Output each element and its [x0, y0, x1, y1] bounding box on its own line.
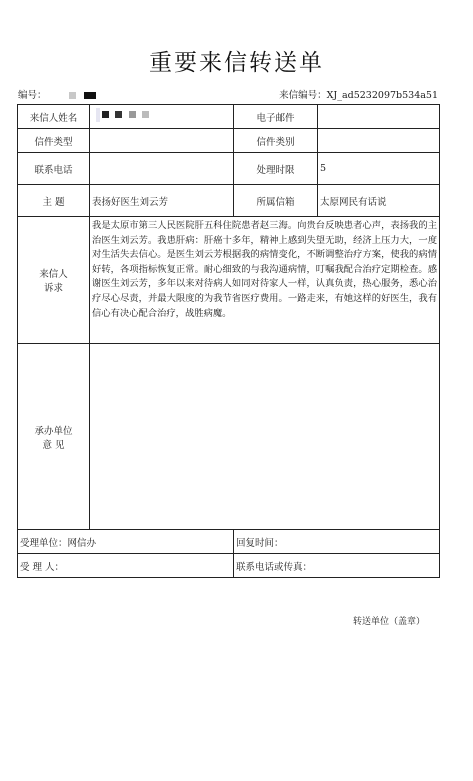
- email-value: [318, 105, 440, 129]
- reply-time: 回复时间：: [234, 530, 440, 554]
- redaction-mark: [69, 92, 76, 99]
- row-receiver-unit: [18, 530, 440, 554]
- sender-name-value: [90, 105, 234, 129]
- deadline-value: 5: [318, 153, 440, 185]
- letter-number-value: XJ_ad5232097b534a51: [326, 90, 438, 101]
- letter-form-table: [17, 104, 440, 578]
- row-sender: [18, 105, 440, 129]
- redaction-mark: [115, 111, 122, 118]
- plea-label: [18, 217, 90, 344]
- letter-category-label: 信件类别: [234, 129, 318, 153]
- plea-label-line-1: 来信人: [39, 269, 68, 280]
- receiver-unit: 受理单位：网信办: [18, 530, 234, 554]
- row-subject: [18, 185, 440, 217]
- subject-label: 主 题: [18, 185, 90, 217]
- sender-name-label: 来信人姓名: [18, 105, 90, 129]
- serial-label: 编号：: [18, 90, 47, 101]
- opinion-value: [90, 344, 440, 530]
- letter-category-value: [318, 129, 440, 153]
- phone-label: 联系电话: [18, 153, 90, 185]
- serial-number: [18, 87, 96, 101]
- serial-row: [18, 87, 438, 101]
- opinion-label: [18, 344, 90, 530]
- document-title: 重要来信转送单: [149, 50, 324, 76]
- receiver-person: 受 理 人：: [18, 554, 234, 578]
- row-plea: [18, 217, 440, 344]
- sender-name-redacted: [92, 107, 212, 123]
- plea-text: 我是太原市第三人民医院肝五科住院患者赵三海。向贵台反映患者心声，表扬我的主治医生刘云芳。我患肝病：肝癌十多年，精神上感到失望无助，经济上压力大，一度对生活失去信心。是医生刘云芳根据我的病情变化，不断调整治疗方案，使我的病情好转，各项指标恢复正常。耐心细致的与我沟通病情，叮嘱我配合治疗定期检查。感谢医生刘云芳，多年以来对待病人如同对待家人一样，认真负责，热心服务，悉心治疗尽心尽责，并最大限度的为我节省医疗费用。一路走来，有她这样的好医生，我有信心有决心配合治疗，战胜病魔。: [90, 217, 440, 344]
- redaction-mark: [129, 111, 136, 118]
- letter-type-value: [90, 129, 234, 153]
- subject-value: 表扬好医生刘云芳: [90, 185, 234, 217]
- redaction-mark: [102, 111, 109, 118]
- row-receiver-person: [18, 554, 440, 578]
- row-phone: [18, 153, 440, 185]
- transfer-unit-stamp: 转送单位（盖章）: [353, 617, 426, 627]
- deadline-label: 处理时限: [234, 153, 318, 185]
- letter-number: [279, 87, 438, 101]
- plea-label-line-2: 诉求: [43, 283, 63, 294]
- mailbox-label: 所属信箱: [234, 185, 318, 217]
- redaction-mark: [84, 92, 96, 99]
- row-opinion: [18, 344, 440, 530]
- phone-value: [90, 153, 234, 185]
- email-label: 电子邮件: [234, 105, 318, 129]
- opinion-label-line-1: 承办单位: [34, 425, 73, 437]
- contact-phone-fax: 联系电话或传真：: [234, 554, 440, 578]
- letter-type-label: 信件类型: [18, 129, 90, 153]
- redaction-mark: [142, 111, 149, 118]
- redaction-mark: [96, 108, 100, 122]
- mailbox-value: 太原网民有话说: [318, 185, 440, 217]
- row-letter-type: [18, 129, 440, 153]
- letter-number-label: 来信编号：: [279, 90, 327, 101]
- opinion-label-line-2: 意 见: [42, 439, 65, 451]
